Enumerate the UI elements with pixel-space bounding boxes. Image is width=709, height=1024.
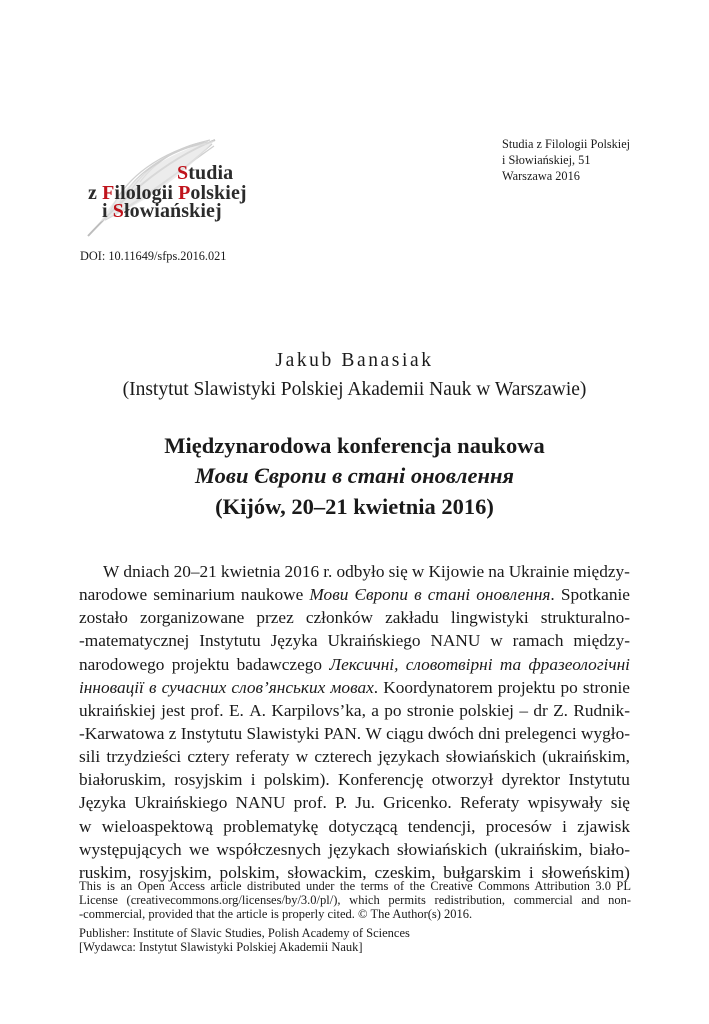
word: Ukraińskiego — [134, 793, 228, 813]
word-wrap — [79, 791, 126, 814]
word-wrap — [79, 838, 182, 861]
text-line — [79, 745, 630, 768]
word: zakładu — [385, 608, 439, 628]
journal-info-line: Studia z Filologii Polskiej — [502, 137, 631, 151]
word-wrap — [408, 815, 476, 838]
word: PAN. — [323, 723, 362, 743]
word-wrap — [79, 676, 144, 699]
word: Konferencję — [338, 770, 424, 790]
word: w — [295, 747, 309, 767]
word-wrap — [216, 838, 321, 861]
text-line — [79, 653, 630, 676]
word: naukowe — [240, 585, 304, 605]
word: w — [79, 816, 92, 836]
word-wrap — [562, 815, 567, 838]
word: Ukrainie — [508, 562, 570, 581]
word-wrap — [513, 629, 564, 652]
word: i — [250, 770, 256, 790]
license-line: This is an Open Access article distributed under the terms of the Creative Commons Attribution 3.0 PL — [79, 879, 631, 893]
word: współczesnych — [216, 839, 322, 859]
word-wrap — [264, 768, 330, 791]
word-wrap — [509, 560, 569, 583]
article-title-line-3: (Kijów, 20–21 kwietnia 2016) — [215, 494, 494, 519]
word: wygło- — [581, 723, 630, 743]
word-wrap — [412, 560, 424, 583]
word-wrap — [229, 699, 244, 722]
word: przez — [256, 608, 294, 628]
italic-word: Лексичні, — [329, 654, 399, 674]
word: – — [519, 700, 528, 720]
text-line — [79, 838, 630, 861]
word: zostało — [79, 608, 128, 628]
word: w — [490, 631, 503, 651]
word-wrap — [336, 560, 384, 583]
word-wrap — [541, 606, 630, 629]
publisher-line: Publisher: Institute of Slavic Studies, Polish Academy of Sciences — [79, 925, 410, 940]
text-line — [79, 560, 630, 583]
word-wrap — [460, 791, 520, 814]
word-wrap — [583, 676, 630, 699]
word: badawczego — [236, 654, 323, 674]
word-wrap — [378, 745, 439, 768]
article-title-line-2: Мови Європи в стані оновлення — [194, 463, 515, 488]
word-wrap — [123, 560, 169, 583]
logo-initial: S — [112, 200, 124, 222]
italic-word: в — [414, 585, 422, 605]
word: seminarium — [153, 585, 235, 605]
word-wrap — [330, 676, 378, 699]
italic-word: фразеологічні — [528, 654, 630, 674]
word: się — [610, 793, 630, 813]
word-wrap — [172, 653, 230, 676]
word: jest — [161, 700, 186, 720]
word: Ukraińskiego — [327, 631, 421, 651]
word-wrap — [495, 838, 583, 861]
word: między- — [573, 631, 630, 651]
word-wrap — [365, 722, 381, 745]
italic-word: інновації — [79, 677, 144, 697]
word: procesów — [485, 816, 552, 836]
word: Z. — [553, 700, 568, 720]
logo-text: łowiańskiej — [124, 200, 222, 222]
word-wrap — [519, 699, 528, 722]
word-wrap — [309, 583, 348, 606]
word-wrap — [327, 629, 420, 652]
word: między- — [573, 562, 630, 581]
word-wrap — [106, 745, 181, 768]
italic-word: сучасних — [161, 677, 227, 697]
word: zorganizowane — [140, 608, 245, 628]
italic-word: та — [499, 654, 522, 674]
word-wrap — [590, 838, 630, 861]
word: Spotkanie — [560, 585, 630, 605]
word-wrap — [247, 722, 320, 745]
word-wrap — [323, 560, 332, 583]
word-wrap — [490, 629, 502, 652]
word: referaty — [235, 747, 290, 767]
article-title-line-1: Międzynarodowa konferencja naukowa — [164, 433, 545, 458]
word-wrap — [328, 838, 389, 861]
word-wrap — [187, 745, 229, 768]
word-wrap — [79, 768, 166, 791]
word-wrap — [79, 722, 164, 745]
footer-notice — [79, 879, 631, 954]
text-line — [79, 699, 630, 722]
word-wrap — [611, 791, 630, 814]
word-wrap — [79, 583, 147, 606]
word-wrap — [577, 815, 630, 838]
word-wrap — [573, 629, 630, 652]
word: się — [388, 562, 408, 581]
word-wrap — [354, 583, 408, 606]
journal-logo — [80, 132, 280, 242]
word: W — [365, 723, 382, 743]
word-wrap — [271, 629, 318, 652]
word-wrap — [79, 745, 100, 768]
word-wrap — [407, 699, 454, 722]
word-wrap — [103, 560, 119, 583]
author-name: Jakub Banasiak — [275, 350, 434, 371]
word-wrap — [231, 676, 325, 699]
text-line — [79, 629, 630, 652]
word: z — [168, 723, 177, 743]
word-wrap — [430, 629, 480, 652]
word-wrap — [355, 791, 375, 814]
word-wrap — [428, 583, 470, 606]
word-wrap — [500, 653, 521, 676]
word: słowiańskich — [445, 747, 536, 767]
word-wrap — [414, 583, 422, 606]
word: P. — [335, 793, 348, 813]
text-line — [79, 768, 630, 791]
word: Języka — [79, 793, 127, 813]
logo-text: tudia — [188, 162, 234, 184]
word: słoweńskim) — [541, 862, 630, 882]
word-wrap — [79, 629, 189, 652]
word-wrap — [371, 699, 379, 722]
word: ramach — [512, 631, 564, 651]
word-wrap — [199, 629, 260, 652]
word-wrap — [149, 676, 157, 699]
word-wrap — [383, 791, 452, 814]
word-wrap — [79, 606, 128, 629]
word-wrap — [488, 560, 504, 583]
word-wrap — [79, 815, 91, 838]
text-line — [79, 676, 630, 699]
word: prelegenci — [504, 723, 577, 743]
word-wrap — [161, 699, 185, 722]
word-wrap — [174, 768, 242, 791]
italic-word: слов’янських — [231, 677, 326, 697]
word-wrap — [505, 722, 577, 745]
word-wrap — [314, 745, 372, 768]
word-wrap — [553, 699, 568, 722]
word: białoruskim, — [79, 770, 166, 790]
word-wrap — [385, 606, 439, 629]
word-wrap — [249, 699, 266, 722]
word-wrap — [251, 768, 256, 791]
logo-text: z — [88, 182, 103, 204]
word-wrap — [221, 560, 281, 583]
word: dr — [533, 700, 548, 720]
italic-word: в — [148, 677, 157, 697]
word-wrap — [329, 815, 398, 838]
word: NANU — [235, 793, 286, 813]
word: Instytutu — [568, 770, 630, 790]
word-wrap — [236, 745, 290, 768]
word: czeskim, — [374, 862, 436, 882]
word: czterech — [314, 747, 372, 767]
word-wrap — [397, 838, 487, 861]
word: otworzył — [431, 770, 494, 790]
word-wrap — [102, 815, 213, 838]
word-wrap — [573, 699, 630, 722]
word-wrap — [324, 722, 361, 745]
word-wrap — [169, 722, 177, 745]
license-line: -commercial, provided that the article is properly cited. © The Author(s) 2016. — [79, 907, 473, 922]
word-wrap — [428, 560, 484, 583]
word-wrap — [329, 653, 398, 676]
word-wrap — [256, 606, 293, 629]
word: -matematycznej — [79, 631, 190, 651]
word-wrap — [306, 606, 373, 629]
word: dotyczącą — [328, 816, 398, 836]
word-wrap — [140, 606, 244, 629]
word: Kijowie — [428, 562, 485, 581]
word: i — [528, 862, 534, 882]
word-wrap — [383, 676, 492, 699]
word: narodowe — [79, 585, 148, 605]
word-wrap — [296, 745, 308, 768]
word: Ju. — [355, 793, 375, 813]
text-line — [79, 815, 630, 838]
word: dni — [478, 723, 501, 743]
word: . — [373, 677, 379, 697]
word-wrap — [561, 583, 630, 606]
word: wieloaspektową — [101, 816, 214, 836]
word: dwóch — [427, 723, 474, 743]
wydawca-line: [Wydawca: Instytut Slawistyki Polskiej Akademii Nauk] — [79, 939, 363, 954]
word: ciągu — [386, 723, 424, 743]
word: Instytutu — [180, 723, 243, 743]
word: 20–21 — [173, 562, 217, 581]
word-wrap — [561, 676, 578, 699]
word-wrap — [294, 791, 327, 814]
word-wrap — [162, 676, 227, 699]
word: w — [411, 562, 425, 581]
word: sili — [79, 747, 101, 767]
word-wrap — [386, 722, 423, 745]
word: Karpilovs’ka, — [271, 700, 366, 720]
word-wrap — [79, 653, 164, 676]
word: odbyło — [336, 562, 385, 581]
word-wrap — [236, 791, 286, 814]
journal-info — [502, 136, 630, 184]
word-wrap — [459, 699, 514, 722]
word: trzydzieści — [106, 747, 182, 767]
word-wrap — [189, 838, 209, 861]
word: NANU — [430, 631, 481, 651]
word: lingwistyki — [450, 608, 529, 628]
word-wrap — [581, 722, 630, 745]
word: Referaty — [459, 793, 520, 813]
word: Slawistyki — [246, 723, 320, 743]
word: we — [188, 839, 210, 859]
word: polskim, — [219, 862, 280, 882]
doi[interactable]: DOI: 10.11649/sfps.2016.021 — [80, 249, 227, 263]
word: kwietnia — [220, 562, 281, 581]
word: (ukraińskim, — [494, 839, 583, 859]
word: na — [488, 562, 505, 581]
word: słowackim, — [287, 862, 367, 882]
logo-line — [177, 163, 233, 183]
logo-text: ilologii — [114, 182, 179, 204]
word-wrap — [181, 722, 242, 745]
word-wrap — [389, 560, 408, 583]
word-wrap — [237, 653, 322, 676]
word-wrap — [271, 699, 366, 722]
word: strukturalno- — [540, 608, 630, 628]
word: wpisywały — [527, 793, 603, 813]
word: W — [103, 562, 120, 581]
logo-initial: P — [178, 182, 191, 204]
italic-word: словотвірні — [405, 654, 493, 674]
word: rosyjskim — [174, 770, 243, 790]
body-paragraph — [79, 560, 630, 884]
text-line — [79, 583, 630, 606]
word: biało- — [589, 839, 630, 859]
word: językach — [378, 747, 440, 767]
word-wrap — [486, 815, 552, 838]
word: projektu — [497, 677, 556, 697]
word: -Karwatowa — [79, 723, 165, 743]
word: cztery — [187, 747, 230, 767]
word: (ukraińskim, — [542, 747, 630, 767]
word: bułgarskim — [443, 862, 522, 882]
license-line: License (creativecommons.org/licenses/by/3.0/pl/), which permits redistribution, commercial and non- — [79, 893, 631, 908]
word: językach — [328, 839, 390, 859]
word: a — [371, 700, 379, 720]
word-wrap — [428, 722, 474, 745]
word: E. — [228, 700, 244, 720]
word-wrap — [498, 676, 556, 699]
word: prof. — [293, 793, 327, 813]
word-wrap — [335, 791, 347, 814]
word-wrap — [528, 653, 630, 676]
word: tendencji, — [407, 816, 476, 836]
word: rosyjskim, — [139, 862, 212, 882]
author-affiliation: (Instytut Slawistyki Polskiej Akademii Nauk w Warszawie) — [122, 379, 587, 400]
word: stronie — [406, 700, 454, 720]
italic-word: Мови — [309, 585, 349, 605]
word-wrap — [542, 745, 630, 768]
italic-word: оновлення — [476, 585, 551, 605]
word: . — [550, 585, 555, 605]
word: Instytutu — [199, 631, 261, 651]
word: prof. — [190, 700, 224, 720]
word: ruskim, — [79, 862, 132, 882]
journal-info-line: i Słowiańskiej, 51 — [502, 153, 591, 167]
text-line — [79, 606, 630, 629]
word-wrap — [476, 583, 555, 606]
word: słowiańskich — [397, 839, 488, 859]
journal-info-line: Warszawa 2016 — [502, 169, 580, 183]
word-wrap — [174, 560, 217, 583]
word-wrap — [223, 815, 318, 838]
word-wrap — [338, 768, 423, 791]
word-wrap — [241, 583, 303, 606]
italic-word: мовах — [330, 677, 374, 697]
word: po — [384, 700, 402, 720]
word-wrap — [573, 560, 630, 583]
italic-word: Європи — [354, 585, 409, 605]
word: polskiej — [459, 700, 514, 720]
word-wrap — [79, 699, 156, 722]
text-line — [79, 722, 630, 745]
word: po — [560, 677, 578, 697]
word: ukraińskiej — [79, 700, 156, 720]
word-wrap — [285, 560, 320, 583]
word: polskim). — [263, 770, 330, 790]
word: członków — [305, 608, 374, 628]
word: narodowego — [79, 654, 165, 674]
logo-text: i — [102, 200, 113, 222]
word-wrap — [528, 791, 603, 814]
word-wrap — [451, 606, 529, 629]
logo-text: olskiej — [190, 182, 247, 204]
word-wrap — [533, 699, 547, 722]
word-wrap — [446, 745, 536, 768]
logo-initial: F — [102, 182, 115, 204]
word-wrap — [502, 768, 561, 791]
word: stronie — [582, 677, 630, 697]
word: Języka — [270, 631, 318, 651]
word-wrap — [432, 768, 493, 791]
word: r. — [323, 562, 333, 581]
word: 2016 — [284, 562, 320, 581]
word: Gricenko. — [383, 793, 452, 813]
word: występujących — [79, 839, 182, 859]
word-wrap — [568, 768, 629, 791]
italic-word: стані — [427, 585, 471, 605]
logo-line — [102, 201, 222, 221]
word: problematykę — [223, 816, 319, 836]
word: dyrektor — [501, 770, 561, 790]
word-wrap — [134, 791, 227, 814]
word-wrap — [190, 699, 223, 722]
word-wrap — [153, 583, 235, 606]
text-line — [79, 791, 630, 814]
word: Koordynatorem — [383, 677, 493, 697]
word: dniach — [123, 562, 170, 581]
word: A. — [249, 700, 266, 720]
logo-initial: S — [177, 162, 189, 184]
word-wrap — [406, 653, 493, 676]
word: zjawisk — [577, 816, 630, 836]
word: Rudnik- — [573, 700, 630, 720]
word: i — [562, 816, 567, 836]
word: projektu — [171, 654, 230, 674]
word-wrap — [384, 699, 401, 722]
word-wrap — [478, 722, 500, 745]
